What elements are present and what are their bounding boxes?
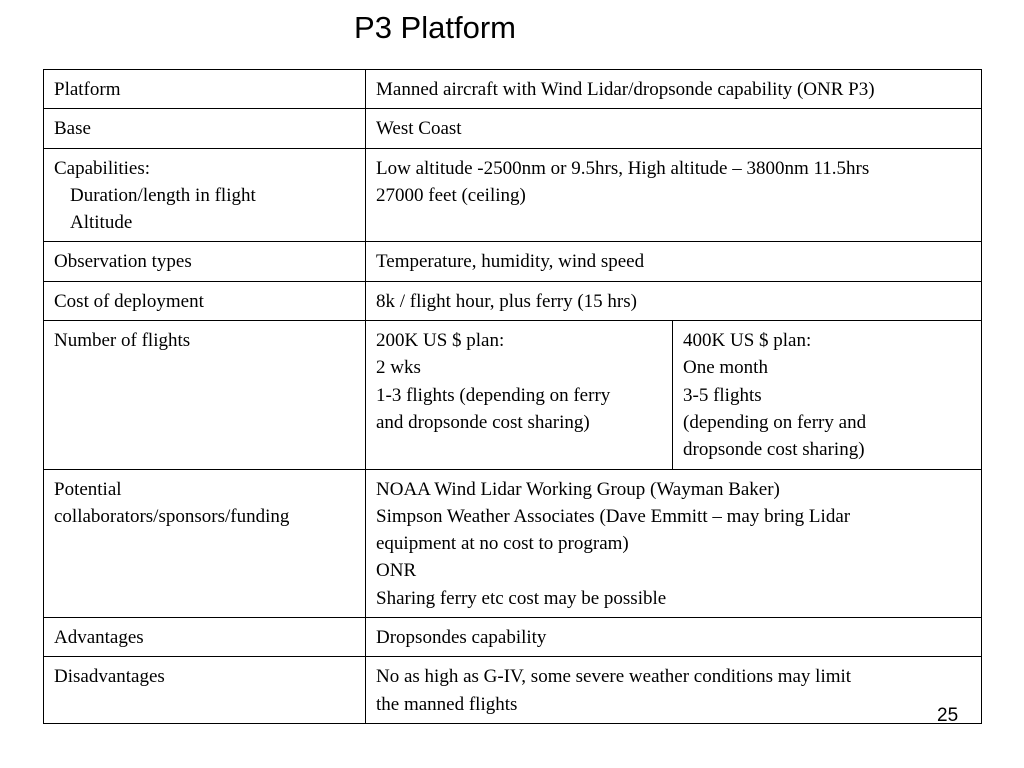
row-label-cell [44,657,366,724]
row-sublabel: Duration/length in flight [70,184,256,206]
table-row-base [44,109,982,148]
row-value-line: NOAA Wind Lidar Working Group (Wayman Baker) [376,478,780,500]
table-row-cost-of-deployment [44,281,982,320]
row-label-cell [44,70,366,109]
row-label-cell [44,242,366,281]
row-label-cell [44,321,366,469]
row-value-cell [366,109,982,148]
row-value-line: No as high as G-IV, some severe weather conditions may limit [376,666,852,688]
row-value-cell [366,242,982,281]
table-row-potential-collaborators [44,469,982,617]
row-value-line: Simpson Weather Associates (Dave Emmitt – may bring Lidar [376,505,851,527]
plan-line: (depending on ferry and [683,411,867,433]
table-row-number-of-flights [44,321,982,469]
row-value-line: Sharing ferry etc cost may be possible [376,587,667,609]
row-value-line: 27000 feet (ceiling) [376,184,526,206]
table-row-observation-types [44,242,982,281]
row-value: Temperature, humidity, wind speed [376,251,645,273]
row-label: collaborators/sponsors/funding [54,505,290,527]
row-value-line: equipment at no cost to program) [376,533,629,555]
row-label: Advantages [54,627,144,649]
table-row-platform [44,70,982,109]
row-value-cell [366,657,982,724]
row-label: Number of flights [54,330,191,352]
plan-line: 1-3 flights (depending on ferry [376,384,611,406]
plan-line: One month [683,357,768,379]
table-row-advantages [44,618,982,657]
row-label: Observation types [54,251,192,273]
plan-line: 200K US $ plan: [376,330,505,352]
table-row-capabilities [44,148,982,242]
row-label-cell [44,281,366,320]
row-value-cell [366,70,982,109]
row-value-cell [366,281,982,320]
plan-line: and dropsonde cost sharing) [376,411,590,433]
row-value-cell [366,469,982,617]
platform-info-table [43,69,982,724]
row-label-cell [44,469,366,617]
plan-200k-cell [366,321,673,469]
plan-line: dropsonde cost sharing) [683,439,865,461]
plan-line: 400K US $ plan: [683,330,812,352]
plan-line: 3-5 flights [683,384,762,406]
plan-line: 2 wks [376,357,421,379]
row-value-line: the manned flights [376,693,518,715]
row-label: Cost of deployment [54,290,204,312]
plan-400k-cell [673,321,982,469]
row-sublabel: Altitude [70,212,133,234]
table-row-disadvantages [44,657,982,724]
row-label-cell [44,148,366,242]
row-value: West Coast [376,118,462,140]
row-value: Manned aircraft with Wind Lidar/dropsonde capability (ONR P3) [376,79,875,100]
row-value: 8k / flight hour, plus ferry (15 hrs) [376,290,637,312]
slide-number: 25 [937,705,959,726]
row-value-line: Low altitude -2500nm or 9.5hrs, High altitude – 3800nm 11.5hrs [376,157,870,179]
row-label: Potential [54,478,122,500]
row-value-cell [366,148,982,242]
row-value-line: ONR [376,560,417,582]
row-label-cell [44,618,366,657]
row-label: Disadvantages [54,666,165,688]
row-value: Dropsondes capability [376,627,547,649]
row-label: Capabilities: [54,157,151,179]
row-label: Platform [54,79,121,100]
row-value-cell [366,618,982,657]
row-label: Base [54,118,91,140]
slide-title: P3 Platform [354,10,516,45]
row-label-cell [44,109,366,148]
